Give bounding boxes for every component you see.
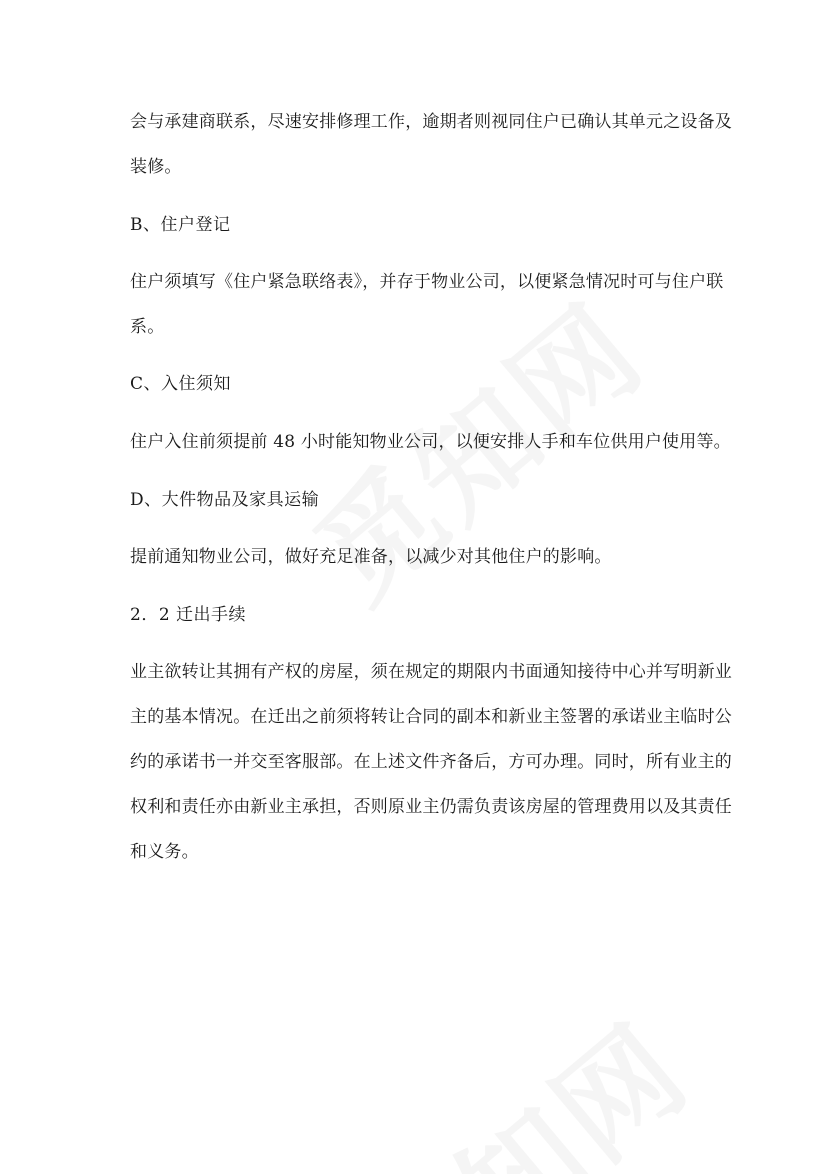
watermark: [319, 979, 719, 1174]
paragraph-line: 提前通知物业公司，做好充足准备，以减少对其他住户的影响。: [130, 547, 612, 567]
section-heading: B、住户登记: [130, 215, 231, 235]
paragraph-line: 会与承建商联系，尽速安排修理工作，逾期者则视同住户已确认其单元之设备及: [130, 112, 732, 132]
paragraph-line: 住户须填写《住户紧急联络表》，并存于物业公司，以便紧急情况时可与住户联: [130, 272, 724, 292]
paragraph-line: 业主欲转让其拥有产权的房屋，须在规定的期限内书面通知接待中心并写明新业: [130, 662, 732, 682]
paragraph-line: 装修。: [130, 157, 182, 177]
paragraph-line: 约的承诺书一并交至客服部。在上述文件齐备后，方可办理。同时，所有业主的: [130, 752, 732, 772]
section-heading: 2．2 迁出手续: [130, 605, 247, 625]
paragraph-line: 系。: [130, 317, 165, 337]
paragraph-line: 权利和责任亦由新业主承担，否则原业主仍需负责该房屋的管理费用以及其责任: [130, 797, 732, 817]
section-heading: C、入住须知: [130, 374, 232, 394]
paragraph-line: 和义务。: [130, 842, 199, 862]
paragraph-line: 主的基本情况。在迁出之前须将转让合同的副本和新业主签署的承诺业主临时公: [130, 707, 732, 727]
paragraph-line: 住户入住前须提前 48 小时能知物业公司，以便安排人手和车位供用户使用等。: [130, 432, 731, 452]
section-heading: D、大件物品及家具运输: [130, 490, 320, 510]
